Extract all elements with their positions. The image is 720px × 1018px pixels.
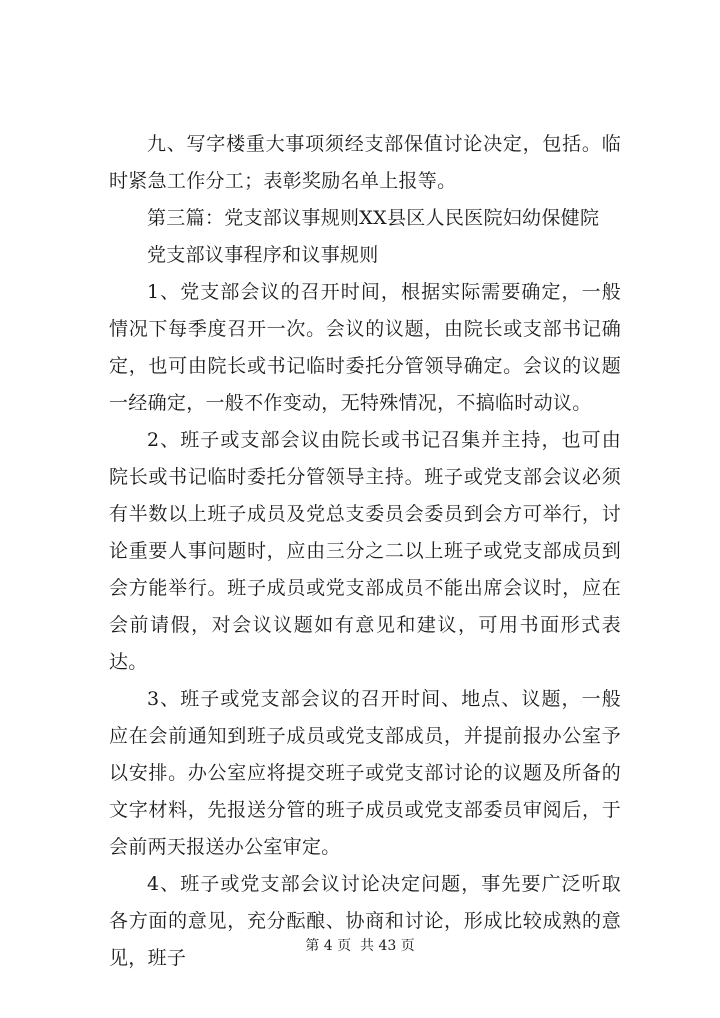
page-number-label: 第 4 页 共 43 页 [305, 938, 415, 954]
paragraph-item-9: 九、写字楼重大事项须经支部保值讨论决定，包括。临时紧急工作分工；表彰奖励名单上报等。 [109, 133, 621, 192]
paragraph-rule-2: 2、班子或支部会议由院长或书记召集并主持，也可由院长或书记临时委托分管领导主持。班子或党支部会议必须有半数以上班子成员及党总支委员会委员到会方可举行，讨论重要人事问题时，应由三分之二以上班子或党支部成员到会方能举行。班子成员或党支部成员不能出席会议时，应在会前请假，对会议议题如有意见和建议，可用书面形式表达。 [109, 429, 621, 673]
document-body [109, 126, 621, 977]
page-footer [0, 936, 720, 956]
section-title: 党支部议事程序和议事规则 [147, 244, 379, 266]
paragraph-rule-1: 1、党支部会议的召开时间，根据实际需要确定，一般情况下每季度召开一次。会议的议题，由院长或支部书记确定，也可由院长或书记临时委托分管领导确定。会议的议题一经确定，一般不作变动，无特殊情况，不搞临时动议。 [109, 281, 621, 414]
chapter-heading: 第三篇：党支部议事规则XX县区人民医院妇幼保健院 [147, 207, 600, 229]
paragraph-rule-3: 3、班子或党支部会议的召开时间、地点、议题，一般应在会前通知到班子成员或党支部成员，并提前报办公室予以安排。办公室应将提交班子或党支部讨论的议题及所备的文字材料，先报送分管的班子成员或党支部委员审阅后，于会前两天报送办公室审定。 [109, 688, 621, 858]
paragraph-rule-4: 4、班子或党支部会议讨论决定问题，事先要广泛听取各方面的意见，充分酝酿、协商和讨论，形成比较成熟的意见，班子 [109, 873, 621, 969]
